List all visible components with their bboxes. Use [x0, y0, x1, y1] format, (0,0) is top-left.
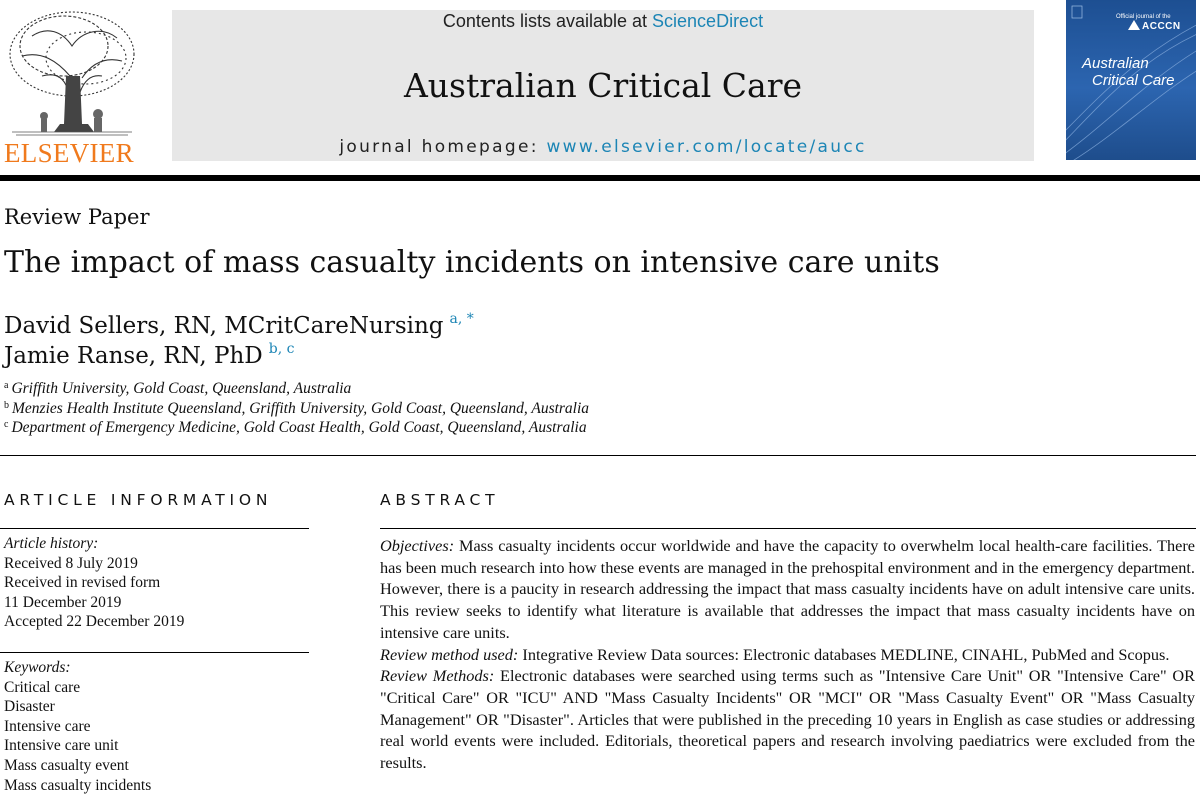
elsevier-tree-icon	[2, 6, 142, 138]
abstract-label: Objectives:	[380, 536, 455, 555]
abstract-text: Electronic databases were searched using terms such as "Intensive Care Unit" OR "Intensive Care" OR "Critical Care" OR "ICU" AND "Mass Casualty Incidents" OR "MCI" OR "Mass Casualty Event" OR "Mass Casualty Management" OR "Disaster". Articles that were published in the preceding 10 years in English as case studies or addressing real world events were included. Editorials, theoretical papers and research involving paediatrics were excluded from the results.	[380, 666, 1195, 773]
cover-top-text: Official journal of the	[1116, 14, 1171, 20]
author-name: David Sellers, RN, MCritCareNursing	[4, 313, 444, 339]
author-name: Jamie Ranse, RN, PhD	[4, 343, 263, 369]
article-type: Review Paper	[4, 205, 150, 229]
affiliation-mark: b	[4, 400, 9, 411]
history-item: Received in revised form	[4, 574, 161, 592]
journal-masthead	[172, 10, 1034, 161]
contents-prefix: Contents lists available at	[442, 11, 648, 31]
abstract-label: Review Methods:	[380, 666, 495, 686]
affiliation-text: Department of Emergency Medicine, Gold Coast Health, Gold Coast, Queensland, Australia	[11, 419, 587, 436]
article-title: The impact of mass casualty incidents on intensive care units	[4, 245, 940, 280]
abstract-text: Mass casualty incidents occur worldwide and have the capacity to overwhelm local health-care facilities. There has been much research into how these events are managed in the prehospital environment and in the emergency department. However, there is a paucity in research addressing the impact that mass casualty incidents have on adult intensive care units. This review seeks to identify what literature is available that addresses the impact that mass casualty incidents have on intensive care units.	[380, 536, 1195, 642]
cover-title-line-1: Australian	[1082, 55, 1149, 72]
homepage-line	[172, 136, 1034, 158]
author-2[interactable]	[4, 334, 294, 371]
abstract-paragraph-review-methods	[380, 665, 1195, 774]
history-item: 11 December 2019	[4, 593, 122, 611]
keyword: Critical care	[4, 678, 81, 696]
author-affiliation-marks[interactable]: a, *	[449, 311, 474, 327]
homepage-prefix: journal homepage:	[339, 137, 539, 157]
abstract-paragraph-method	[380, 644, 1195, 666]
elsevier-wordmark: ELSEVIER	[4, 138, 134, 168]
keyword: Intensive care	[4, 717, 91, 735]
history-item: Received 8 July 2019	[4, 554, 138, 572]
sciencedirect-link[interactable]: ScienceDirect	[652, 11, 764, 31]
affiliation-text: Menzies Health Institute Queensland, Griffith University, Gold Coast, Queensland, Australia	[12, 400, 590, 417]
history-item: Accepted 22 December 2019	[4, 613, 185, 631]
author-affiliation-marks[interactable]: b, c	[268, 341, 295, 357]
keywords	[4, 658, 151, 795]
cover-title	[1082, 55, 1192, 89]
cover-society-name: ACCCN	[1142, 21, 1181, 32]
affiliation-mark: c	[4, 419, 9, 430]
article-info-rule	[0, 528, 309, 529]
article-information-heading: ARTICLE INFORMATION	[4, 491, 273, 509]
keywords-label: Keywords:	[4, 659, 71, 676]
journal-cover-thumbnail[interactable]	[1066, 0, 1196, 160]
article-history	[4, 534, 184, 632]
abstract-paragraph-objectives	[380, 535, 1195, 644]
section-divider	[0, 455, 1196, 456]
journal-title: Australian Critical Care	[403, 66, 803, 105]
abstract-body	[380, 535, 1195, 774]
contents-line	[172, 10, 1034, 32]
keyword: Mass casualty event	[4, 756, 129, 774]
keyword: Intensive care unit	[4, 737, 119, 755]
journal-header	[0, 0, 1200, 172]
article-history-label: Article history:	[4, 535, 99, 552]
elsevier-logo[interactable]	[2, 6, 142, 166]
abstract-rule	[380, 528, 1196, 529]
cover-title-line-2: Critical Care	[1092, 72, 1175, 89]
abstract-heading: ABSTRACT	[380, 491, 500, 509]
affiliation-mark: a	[4, 380, 9, 391]
keywords-rule	[0, 652, 309, 653]
affiliation-text: Griffith University, Gold Coast, Queensland, Australia	[11, 380, 352, 397]
abstract-text: Integrative Review Data sources: Electronic databases MEDLINE, CINAHL, PubMed and Scopus.	[522, 644, 1170, 664]
keyword: Disaster	[4, 698, 55, 716]
header-divider	[0, 175, 1200, 181]
affiliation-c	[4, 415, 587, 438]
abstract-label: Review method used:	[380, 644, 519, 664]
keyword: Mass casualty incidents	[4, 776, 152, 794]
journal-homepage-link[interactable]: www.elsevier.com/locate/aucc	[546, 137, 867, 157]
